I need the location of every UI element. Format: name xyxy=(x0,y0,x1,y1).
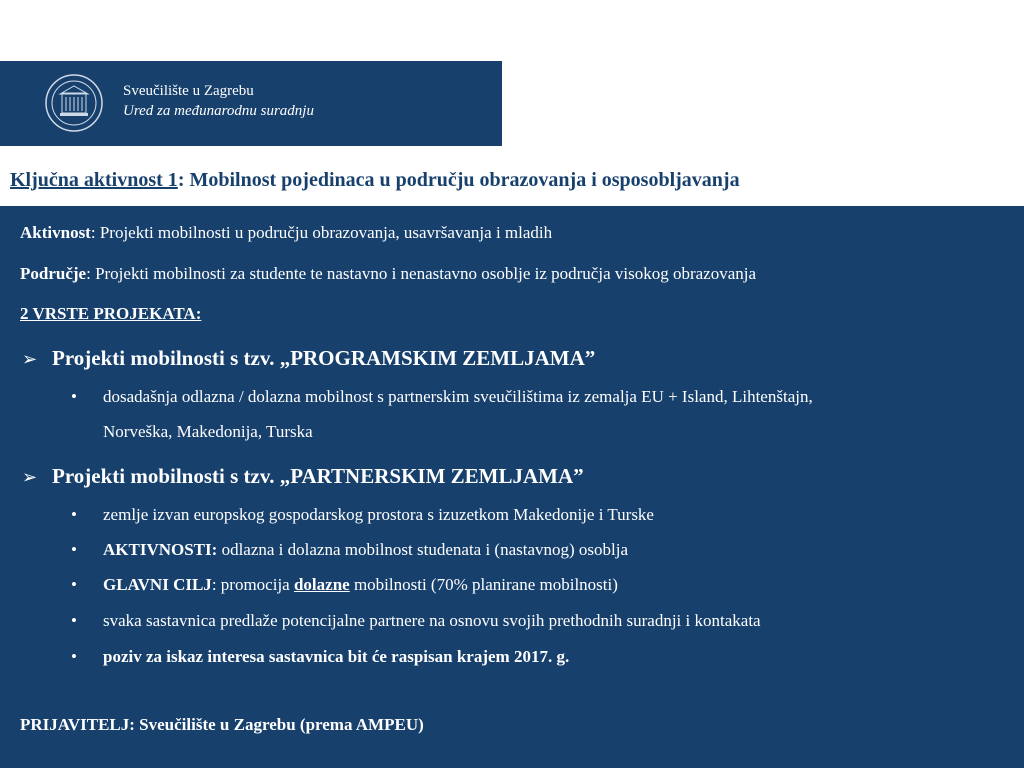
section-heading-text: Projekti mobilnosti s tzv. „PARTNERSKIM ZEMLJAMA” xyxy=(52,464,584,488)
aktivnosti-text: odlazna i dolazna mobilnost studenata i (nastavnog) osoblja xyxy=(221,540,629,559)
aktivnosti-label: AKTIVNOSTI: xyxy=(103,540,218,559)
applicant-line: PRIJAVITELJ: Sveučilište u Zagrebu (prema AMPEU) xyxy=(20,715,424,734)
bullet-text-continued: Norveška, Makedonija, Turska xyxy=(103,422,313,441)
area-label: Područje xyxy=(20,264,87,283)
cilj-text: promocija xyxy=(220,575,294,594)
bullet-icon: • xyxy=(71,540,77,559)
cilj-emphasis: dolazne xyxy=(293,575,350,594)
cilj-label: GLAVNI CILJ xyxy=(103,575,212,594)
cilj-rest: mobilnosti (70% planirane mobilnosti) xyxy=(349,575,618,594)
office-name: Ured za međunarodnu suradnju xyxy=(123,103,314,119)
title-text: Mobilnost pojedinaca u području obrazovanja i osposobljavanja xyxy=(184,169,740,191)
bullet-text xyxy=(103,574,618,596)
cilj-colon: : xyxy=(211,575,217,594)
slide-title xyxy=(10,167,1010,193)
bullet-icon: • xyxy=(71,387,77,406)
bullet-text: dosadašnja odlazna / dolazna mobilnost s partnerskim sveučilištima iz zemalja EU + Island, Lihtenštajn, xyxy=(103,387,813,406)
university-seal-icon xyxy=(44,73,104,133)
area-line xyxy=(20,263,756,285)
bullet-text: zemlje izvan europskog gospodarskog prostora s izuzetkom Makedonije i Turske xyxy=(103,505,654,524)
arrow-bullet-icon: ➢ xyxy=(22,349,38,370)
bullet-icon: • xyxy=(71,505,77,524)
bullet-icon: • xyxy=(71,647,77,666)
arrow-bullet-icon: ➢ xyxy=(22,467,38,488)
activity-text: : Projekti mobilnosti u području obrazovanja, usavršavanja i mladih xyxy=(90,223,553,242)
bullet-icon: • xyxy=(71,611,77,630)
key-action-label: Ključna aktivnost 1 xyxy=(10,169,178,191)
bullet-text: svaka sastavnica predlaže potencijalne partnere na osnovu svojih prethodnih suradnji i kontakata xyxy=(103,611,761,630)
header-band xyxy=(0,61,502,146)
activity-label: Aktivnost xyxy=(20,223,91,242)
section-heading-program xyxy=(22,345,595,373)
section-heading-text: Projekti mobilnosti s tzv. „PROGRAMSKIM ZEMLJAMA” xyxy=(52,346,596,370)
section-heading-partner xyxy=(22,463,584,491)
bullet-text: poziv za iskaz interesa sastavnica bit će raspisan krajem 2017. g. xyxy=(103,647,570,666)
types-heading: 2 VRSTE PROJEKATA: xyxy=(20,304,202,323)
title-separator: : xyxy=(177,169,185,191)
activity-line xyxy=(20,222,552,244)
university-name: Sveučilište u Zagrebu xyxy=(123,83,254,99)
bullet-text xyxy=(103,539,628,561)
bullet-icon: • xyxy=(71,575,77,594)
content-panel xyxy=(0,206,1024,768)
area-text: : Projekti mobilnosti za studente te nastavno i nenastavno osoblje iz područja visokog obrazovanja xyxy=(86,264,757,283)
